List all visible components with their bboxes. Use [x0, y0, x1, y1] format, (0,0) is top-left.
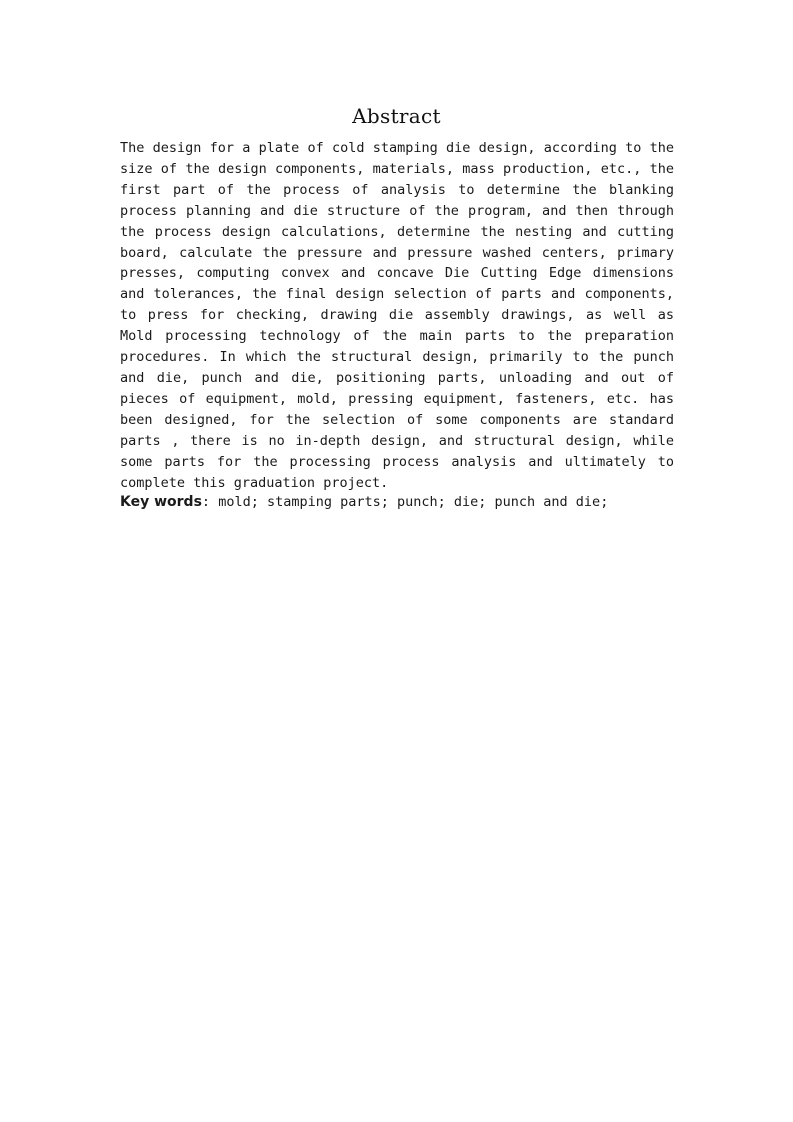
keywords-label: Key words — [120, 494, 202, 510]
abstract-paragraph: The design for a plate of cold stamping die design, according to the size of the design components, materials, mass production, etc., the first part of the process of analysis to determine the blanking process planning and die structure of the program, and then through the process design calculations, determine the nesting and cutting board, calculate the pressure and pressure washed centers, primary presses, computing convex and concave Die Cutting Edge dimensions and tolerances, the final design selection of parts and components, to press for checking, drawing die assembly drawings, as well as Mold processing technology of the main parts to the preparation procedures. In which the structural design, primarily to the punch and die, punch and die, positioning parts, unloading and out of pieces of equipment, mold, pressing equipment, fasteners, etc. has been designed, for the selection of some components are standard parts , there is no in-depth design, and structural design, while some parts for the processing process analysis and ultimately to complete this graduation project. — [120, 140, 674, 491]
keywords-separator: : — [201, 494, 219, 510]
page-title: Abstract — [352, 104, 441, 128]
keywords-line — [120, 492, 674, 512]
keywords-text: mold; stamping parts; punch; die; punch and die; — [218, 494, 609, 510]
